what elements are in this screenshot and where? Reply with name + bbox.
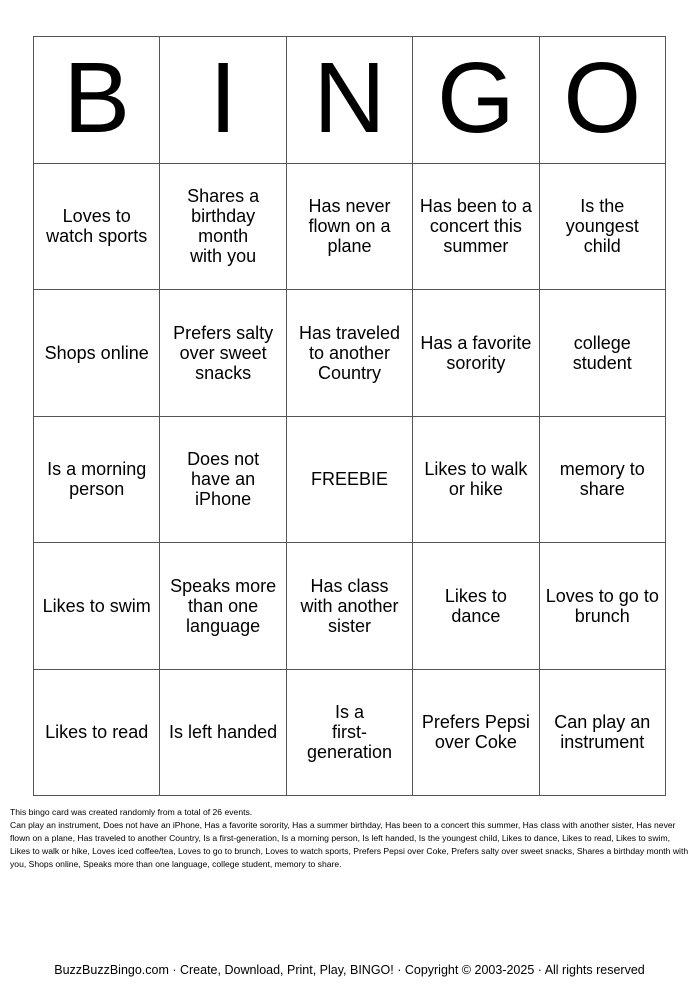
bingo-square: Is the youngest child <box>540 164 666 291</box>
card-event-list: Can play an instrument, Does not have an iPhone, Has a favorite sorority, Has a summer birthday, Has been to a concert this summer, Has class with another sister, Has never flown on a plane, Has traveled to another Country, Is a first-generation, Is a morning person, Is left handed, Is the youngest child, Likes to dance, Likes to read, Likes to swim, Likes to walk or hike, Loves iced coffee/tea, Loves to go to brunch, Loves to watch sports, Prefers Pepsi over Coke, Prefers salty over sweet snacks, Shares a birthday month with you, Shops online, Speaks more than one language, college student, memory to share. <box>10 820 689 869</box>
bingo-square: Prefers salty over sweet snacks <box>160 290 286 417</box>
bingo-square: Has a favorite sorority <box>413 290 539 417</box>
header-letter-i: I <box>160 37 286 164</box>
free-square: FREEBIE <box>287 417 413 544</box>
bingo-square: Has never flown on a plane <box>287 164 413 291</box>
bingo-square: Likes to swim <box>34 543 160 670</box>
bingo-square: Loves to go to brunch <box>540 543 666 670</box>
bingo-square: Likes to read <box>34 670 160 797</box>
bingo-square: memory to share <box>540 417 666 544</box>
bingo-square: Is left handed <box>160 670 286 797</box>
header-letter-o: O <box>540 37 666 164</box>
bingo-square: Shares a birthday month with you <box>160 164 286 291</box>
bingo-card <box>33 36 666 796</box>
card-description-intro: This bingo card was created randomly from a total of 26 events. <box>10 807 253 817</box>
card-description <box>10 806 690 871</box>
header-letter-g: G <box>413 37 539 164</box>
bingo-square: Has been to a concert this summer <box>413 164 539 291</box>
bingo-square: Is a first-generation <box>287 670 413 797</box>
bingo-square: Can play an instrument <box>540 670 666 797</box>
header-letter-b: B <box>34 37 160 164</box>
bingo-square: Likes to dance <box>413 543 539 670</box>
bingo-square: Does not have an iPhone <box>160 417 286 544</box>
bingo-square: Prefers Pepsi over Coke <box>413 670 539 797</box>
bingo-square: Speaks more than one language <box>160 543 286 670</box>
bingo-square: Has traveled to another Country <box>287 290 413 417</box>
bingo-square: Shops online <box>34 290 160 417</box>
bingo-square: Is a morning person <box>34 417 160 544</box>
header-letter-n: N <box>287 37 413 164</box>
bingo-square: Has class with another sister <box>287 543 413 670</box>
page-footer: BuzzBuzzBingo.com · Create, Download, Print, Play, BINGO! · Copyright © 2003-2025 · All rights reserved <box>54 963 645 977</box>
bingo-square: Likes to walk or hike <box>413 417 539 544</box>
bingo-square: college student <box>540 290 666 417</box>
bingo-square: Loves to watch sports <box>34 164 160 291</box>
